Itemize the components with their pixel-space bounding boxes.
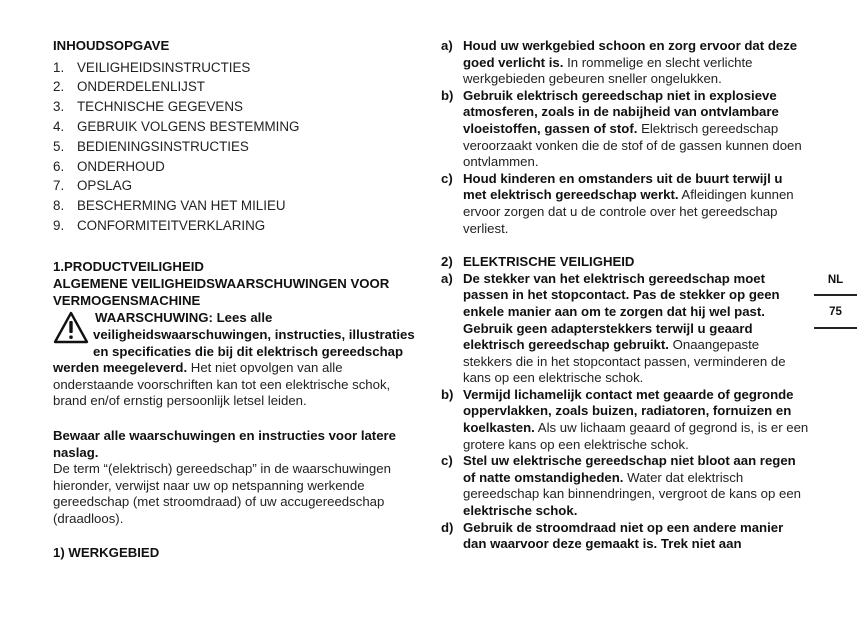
work-area-item-text [463,38,809,88]
electrical-title-text: ELEKTRISCHE VEILIGHEID [463,254,635,270]
work-area-item-bold: Gebruik elektrisch gereedschap niet in explosieve atmosferen, zoals in de nabijheid van ontvlambare vloeistoffen, gassen of stof. [463,87,779,136]
electrical-item-text [463,387,809,453]
work-area-item-label: b) [441,87,454,103]
side-divider-top [814,294,857,296]
toc-item [53,137,418,157]
toc-item-number: 1. [53,59,65,75]
electrical-item-text [463,453,809,519]
toc-title: INHOUDSOPGAVE [53,38,170,53]
electrical-item-regular: Onaangepaste stekkers die in het stopcontact passen, verminderen de kans op een elektrische schok. [463,337,786,386]
work-area-item-text [463,88,809,171]
electrical-title-num: 2) [441,254,453,270]
toc-item-label: TECHNISCHE GEGEVENS [77,99,243,115]
toc-item-label: VEILIGHEIDSINSTRUCTIES [77,59,251,75]
toc-item-label: ONDERHOUD [77,158,165,174]
electrical-item-bold: Stel uw elektrische gereedschap niet bloot aan regen of natte omstandigheden. [463,453,796,485]
electrical-item [441,453,809,519]
page-number: 75 [829,306,842,318]
toc-item [53,216,418,236]
toc-item-label: CONFORMITEITVERKLARING [77,217,266,233]
toc-item-number: 5. [53,138,65,154]
toc-item-number: 2. [53,79,65,95]
electrical-item-bold: De stekker van het elektrisch gereedschap moet passen in het stopcontact. Pas de stekker op geen enkele manier aan om te zorgen dat hij wel past. Gebruik geen adapterstekkers terwijl u geaard elektrisch gereedschap gebruikt. [463,270,780,353]
section-title [53,258,418,310]
toc-item-number: 7. [53,178,65,194]
toc-item-label: OPSLAG [77,178,133,194]
work-area-item [441,88,809,171]
toc-list [53,58,418,236]
toc-item-number: 9. [53,217,65,233]
work-area-item-regular: Elektrisch gereedschap veroorzaakt vonken die de stof of de gassen kunnen doen ontvlammen. [463,120,802,170]
warning-bold: WAARSCHUWING: Lees alle veiligheidswaarschuwingen, instructies, illustraties en specificaties die bij dit elektrisch gereedschap werden meegeleverd. [53,310,415,376]
work-area-list [441,38,809,237]
electrical-item-text [463,271,809,387]
language-tab: NL [827,274,844,286]
electrical-item [441,387,809,453]
section-subheading: ALGEMENE VEILIGHEIDSWAARSCHUWINGEN VOOR VERMOGENSMACHINE [53,275,390,309]
toc-item [53,58,418,78]
work-area-item [441,38,809,88]
work-area-item [441,171,809,237]
toc-item-label: BESCHERMING VAN HET MILIEU [77,198,286,214]
warning-block [53,310,418,410]
work-area-item-label: a) [441,38,453,53]
side-divider-bottom [814,327,857,329]
electrical-item-bold: Vermijd lichamelijk contact met geaarde of gegronde oppervlakken, zoals buizen, radiatoren, fornuizen en koelkasten. [463,386,794,436]
left-column [53,38,418,561]
keep-instructions: Bewaar alle waarschuwingen en instructies voor latere naslag. [53,427,397,460]
work-area-item-label: c) [441,170,453,186]
section-heading: 1.PRODUCTVEILIGHEID [53,258,204,274]
work-area-item-bold: Houd uw werkgebied schoon en zorg ervoor dat deze goed verlicht is. [463,38,798,70]
toc-item [53,77,418,97]
warning-triangle-icon [53,311,89,345]
electrical-item-label: c) [441,453,453,469]
electrical-title [441,254,809,271]
work-area-item-bold: Houd kinderen en omstanders uit de buurt terwijl u met elektrisch gereedschap werkt. [463,170,783,203]
electrical-item-regular: Water dat elektrisch gereedschap kan binnendringen, vergroot de kans op een [463,469,801,502]
electrical-item [441,271,809,387]
toc-item-label: ONDERDELENLIJST [77,79,205,95]
toc-item-number: 6. [53,158,65,174]
toc-item-number: 4. [53,118,65,134]
toc-item-number: 3. [53,99,65,115]
work-area-title: 1) WERKGEBIED [53,544,160,560]
toc-item-label: GEBRUIK VOLGENS BESTEMMING [77,118,300,134]
right-column [441,38,809,553]
term-text: De term “(elektrisch) gereedschap” in de waarschuwingen hieronder, verwijst naar uw op netspanning werkende gereedschap (met stroomdraad) of uw accugereedschap (draadloos). [53,461,391,526]
work-area-item-regular: Afleidingen kunnen ervoor zorgen dat u de controle over het gereedschap verliest. [463,187,794,236]
electrical-item [441,520,809,553]
work-area-item-text [463,171,809,237]
toc-item-number: 8. [53,198,65,214]
toc-item [53,176,418,196]
toc-item [53,157,418,177]
electrical-item-label: b) [441,386,454,402]
work-area-item-regular: In rommelige en slecht verlichte werkgebieden gebeuren sneller ongelukken. [463,54,753,87]
toc-item [53,97,418,117]
electrical-item-label: a) [441,270,453,286]
electrical-item-bold-end: elektrische schok. [463,503,578,519]
electrical-item-text [463,520,809,553]
electrical-item-regular: Als uw lichaam geaard of gegrond is, is er een grotere kans op een elektrische schok. [463,420,809,452]
electrical-list [441,271,809,553]
electrical-item-bold: Gebruik de stroomdraad niet op een andere manier dan waarvoor deze gemaakt is. Trek niet aan [463,519,784,552]
toc-item [53,196,418,216]
warning-text: Het niet opvolgen van alle onderstaande voorschriften kan tot een elektrische schok, brand en/of ernstig persoonlijk letsel leiden. [53,360,391,409]
toc-item [53,117,418,137]
toc-item-label: BEDIENINGSINSTRUCTIES [77,138,249,154]
electrical-item-label: d) [441,519,454,535]
